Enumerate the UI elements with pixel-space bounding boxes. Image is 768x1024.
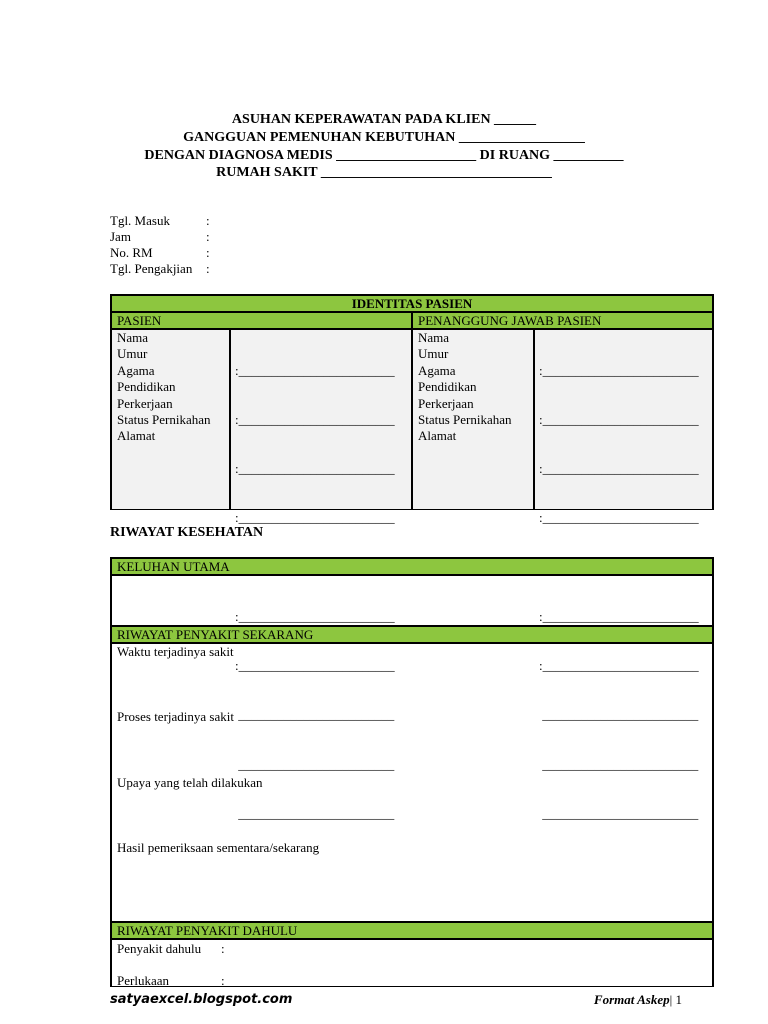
field-label: Perkerjaan [418, 395, 474, 411]
blank-line: :________________________ [539, 608, 699, 624]
meta-label: Jam [110, 229, 131, 244]
field-label: Status Pernikahan [117, 412, 211, 428]
title-line-3: DENGAN DIAGNOSA MEDIS ____________________ DI RUANG __________ [144, 148, 624, 163]
field-label: Umur [418, 346, 449, 362]
field-label: Umur [117, 346, 148, 362]
dahulu-label: Penyakit dahulu [117, 941, 202, 956]
meta-label: Tgl. Pengakjian [110, 261, 193, 276]
dahulu-item [112, 973, 225, 989]
pasien-values [231, 330, 413, 821]
title-line-1: ASUHAN KEPERAWATAN PADA KLIEN ______ [231, 112, 537, 127]
sekarang-item: Hasil pemeriksaan sementara/sekarang [117, 840, 320, 855]
dahulu-header: RIWAYAT PENYAKIT DAHULU [112, 923, 712, 940]
sekarang-item: Upaya yang telah dilakukan [117, 775, 263, 790]
penanggung-values [535, 330, 712, 821]
blank-line: :________________________ [235, 461, 395, 477]
blank-line: :________________________ [539, 658, 699, 674]
footer-page-number: | 1 [669, 992, 682, 1007]
meta-sep: : [206, 261, 210, 276]
footer-site: satyaexcel.blogspot.com [110, 992, 293, 1007]
dahulu-item [112, 941, 225, 957]
meta-row [110, 229, 210, 245]
blank-line: ________________________ [539, 707, 699, 723]
blank-line: ________________________ [235, 707, 395, 723]
field-label: Agama [117, 362, 155, 378]
blank-line: :________________________ [539, 412, 699, 428]
keluhan-body [112, 576, 712, 627]
meta-row [110, 245, 210, 261]
field-label: Alamat [117, 428, 156, 444]
blank-line: ________________________ [235, 805, 395, 821]
meta-row [110, 261, 210, 277]
penanggung-header: PENANGGUNG JAWAB PASIEN [418, 313, 602, 328]
blank-line: :________________________ [235, 412, 395, 428]
blank-line: :________________________ [539, 461, 699, 477]
field-label: Status Pernikahan [418, 412, 512, 428]
meta-sep: : [206, 213, 210, 228]
field-label: Nama [418, 330, 450, 345]
blank-line: ________________________ [539, 756, 699, 772]
blank-line: :________________________ [235, 510, 395, 526]
dahulu-label: Perlukaan [117, 973, 169, 988]
penanggung-labels [413, 330, 535, 509]
field-label: Pendidikan [117, 379, 176, 395]
dahulu-sep: : [221, 941, 225, 956]
identitas-subheaders [112, 313, 712, 330]
meta-row [110, 213, 210, 229]
blank-line: :________________________ [235, 608, 395, 624]
blank-line: :________________________ [539, 510, 699, 526]
field-label: Perkerjaan [117, 395, 173, 411]
meta-sep: : [206, 245, 210, 260]
dahulu-sep: : [221, 973, 225, 988]
title-line-2: GANGGUAN PEMENUHAN KEBUTUHAN __________________ [183, 130, 585, 145]
field-label: Pendidikan [418, 379, 477, 395]
sekarang-item: Proses terjadinya sakit [117, 709, 234, 724]
blank-line: ________________________ [539, 805, 699, 821]
meta-label: Tgl. Masuk [110, 213, 170, 228]
meta-sep: : [206, 229, 210, 244]
sekarang-header: RIWAYAT PENYAKIT SEKARANG [112, 627, 712, 644]
footer-format: Format Askep [593, 992, 670, 1007]
sekarang-body [112, 644, 712, 923]
pasien-header: PASIEN [112, 313, 413, 328]
keluhan-header: KELUHAN UTAMA [112, 559, 712, 576]
sekarang-item: Waktu terjadinya sakit [117, 644, 234, 659]
blank-line: :________________________ [235, 362, 395, 378]
pasien-labels [112, 330, 231, 509]
field-label: Nama [117, 330, 149, 345]
field-label: Agama [418, 362, 456, 378]
footer-page [594, 992, 682, 1008]
dahulu-body [112, 940, 712, 988]
blank-line: :________________________ [235, 658, 395, 674]
title-line-4: RUMAH SAKIT _________________________________ [216, 165, 552, 180]
identitas-title: IDENTITAS PASIEN [112, 296, 712, 313]
blank-line: :________________________ [539, 362, 699, 378]
meta-block [110, 213, 210, 277]
field-label: Alamat [418, 428, 457, 444]
riwayat-kesehatan-title: RIWAYAT KESEHATAN [110, 525, 264, 540]
blank-line: ________________________ [235, 756, 395, 772]
meta-label: No. RM [110, 245, 153, 260]
riwayat-table [110, 557, 714, 987]
